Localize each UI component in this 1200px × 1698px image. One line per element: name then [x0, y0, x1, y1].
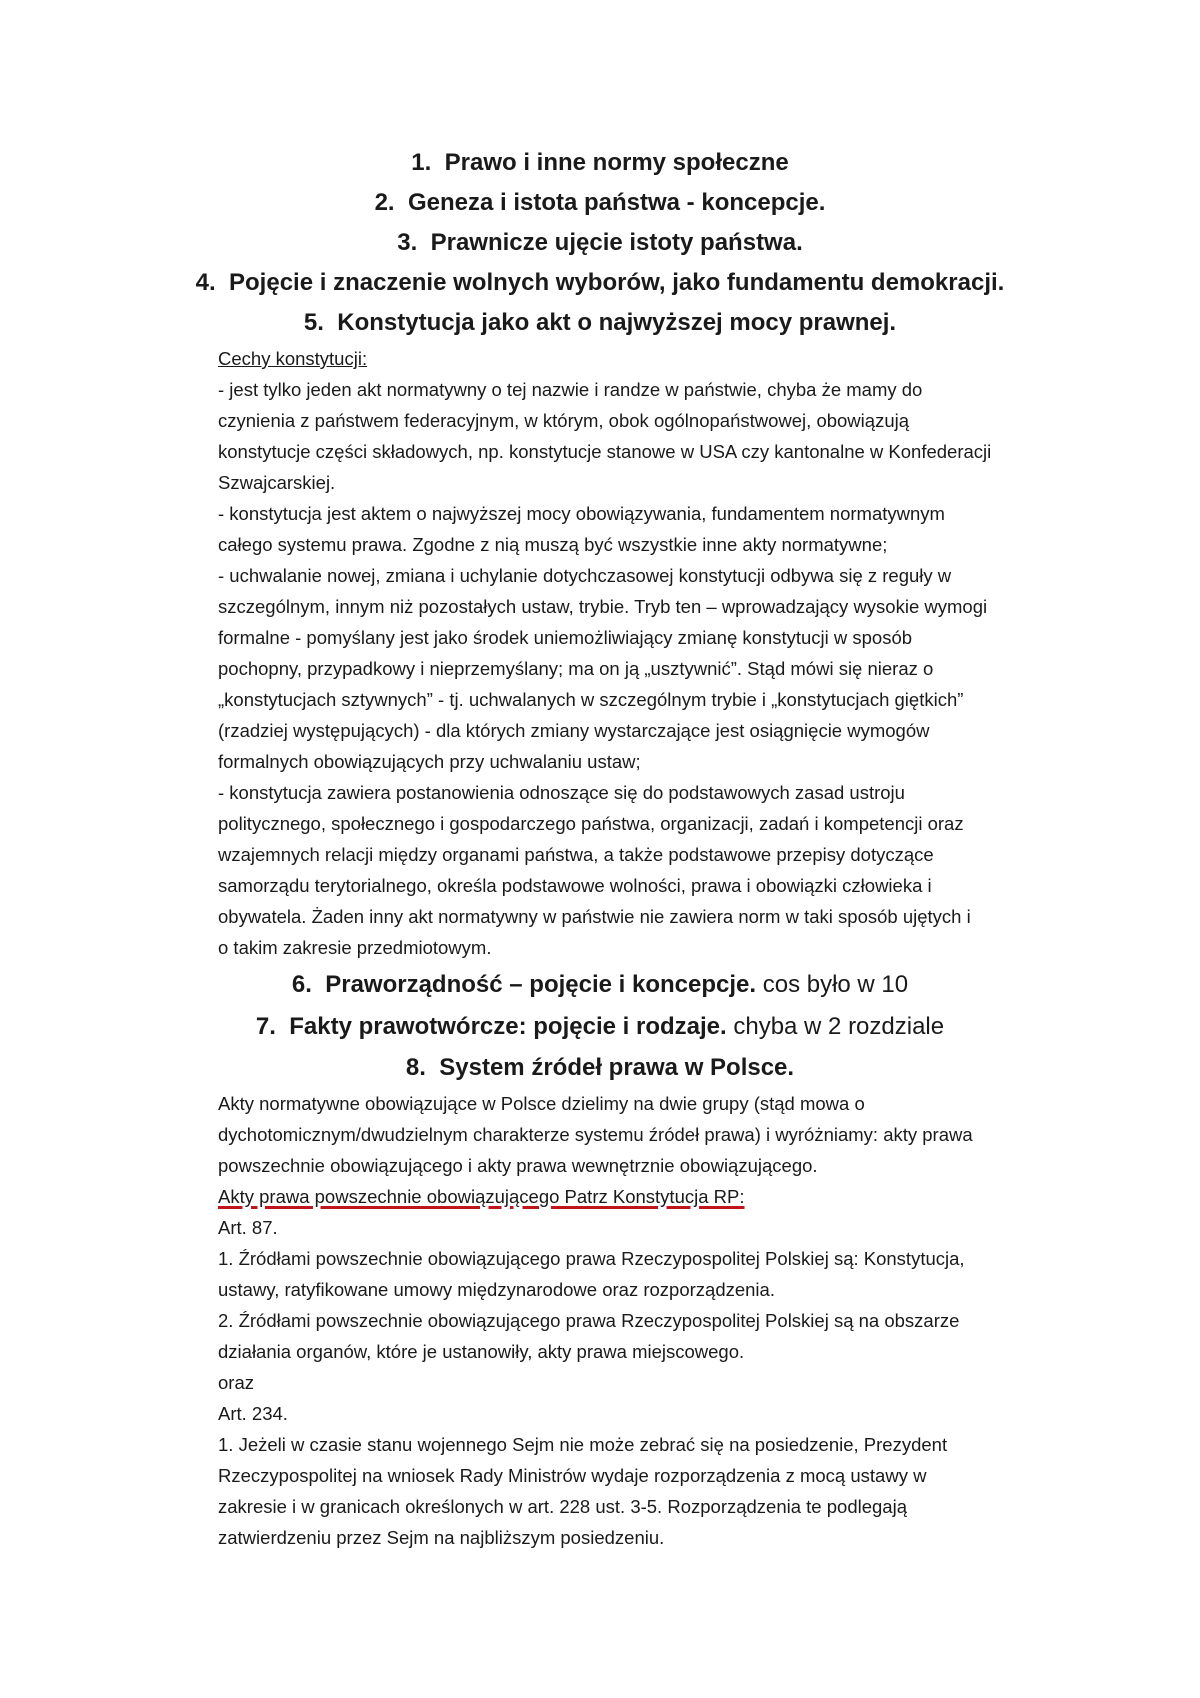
- heading-number: 7.: [255, 1013, 276, 1040]
- heading-text: Konstytucja jako akt o najwyższej mocy prawnej.: [337, 309, 897, 336]
- heading-text: Pojęcie i znaczenie wolnych wyborów, jako fundamentu demokracji.: [229, 269, 1005, 296]
- paragraph-line: - konstytucja zawiera postanowienia odnoszące się do podstawowych zasad ustroju: [218, 782, 905, 803]
- paragraph-line: 2. Źródłami powszechnie obowiązującego prawa Rzeczypospolitej Polskiej są na obszarze: [218, 1310, 960, 1331]
- paragraph-line: zatwierdzeniu przez Sejm na najbliższym posiedzeniu.: [218, 1527, 665, 1548]
- heading-text: Geneza i istota państwa - koncepcje.: [407, 189, 826, 216]
- heading-number: 2.: [374, 189, 395, 216]
- section-5-body: [218, 343, 1098, 963]
- paragraph-line: oraz: [218, 1372, 254, 1393]
- heading-number: 6.: [291, 971, 312, 998]
- heading-1: [0, 148, 1200, 178]
- heading-text: Prawo i inne normy społeczne: [444, 149, 789, 176]
- heading-number: 5.: [303, 309, 324, 336]
- paragraph-line: szczególnym, innym niż pozostałych ustaw, trybie. Tryb ten – wprowadzający wysokie wymogi: [218, 596, 988, 617]
- paragraph-line: - jest tylko jeden akt normatywny o tej nazwie i randze w państwie, chyba że mamy do: [218, 379, 923, 400]
- paragraph-line: Art. 234.: [218, 1403, 288, 1424]
- heading-5: [0, 308, 1200, 338]
- paragraph-line: czynienia z państwem federacyjnym, w którym, obok ogólnopaństwowej, obowiązują: [218, 410, 910, 431]
- heading-3: [0, 228, 1200, 258]
- paragraph-line: „konstytucjach sztywnych” - tj. uchwalanych w szczególnym trybie i „konstytucjach giętkich”: [218, 689, 964, 710]
- paragraph-line: - konstytucja jest aktem o najwyższej mocy obowiązywania, fundamentem normatywnym: [218, 503, 945, 524]
- paragraph-line: ustawy, ratyfikowane umowy międzynarodowe oraz rozporządzenia.: [218, 1279, 775, 1300]
- paragraph-line: 1. Jeżeli w czasie stanu wojennego Sejm nie może zebrać się na posiedzenie, Prezydent: [218, 1434, 948, 1455]
- paragraph-line: Akty normatywne obowiązujące w Polsce dzielimy na dwie grupy (stąd mowa o: [218, 1093, 865, 1114]
- paragraph-line: formalnych obowiązujących przy uchwalaniu ustaw;: [218, 751, 641, 772]
- heading-number: 3.: [397, 229, 418, 256]
- paragraph-line: 1. Źródłami powszechnie obowiązującego prawa Rzeczypospolitej Polskiej są: Konstytucja,: [218, 1248, 965, 1269]
- paragraph-line: dychotomicznym/dwudzielnym charakterze systemu źródeł prawa) i wyróżniamy: akty prawa: [218, 1124, 973, 1145]
- paragraph-line: Szwajcarskiej.: [218, 472, 336, 493]
- paragraph-line: obywatela. Żaden inny akt normatywny w państwie nie zawiera norm w taki sposób ujętych i: [218, 906, 971, 927]
- paragraph-line: Art. 87.: [218, 1217, 278, 1238]
- heading-8: [0, 1053, 1200, 1083]
- heading-7: [0, 1012, 1200, 1042]
- paragraph-line: konstytucje części składowych, np. konstytucje stanowe w USA czy kantonalne w Konfederacji: [218, 441, 992, 462]
- heading-text: System źródeł prawa w Polsce.: [439, 1054, 795, 1081]
- paragraph-line: samorządu terytorialnego, określa podstawowe wolności, prawa i obowiązki człowieka i: [218, 875, 932, 896]
- heading-4: [0, 268, 1200, 298]
- heading-note: cos było w 10: [756, 971, 909, 998]
- heading-note: chyba w 2 rozdziale: [726, 1013, 945, 1040]
- paragraph-line: zakresie i w granicach określonych w art. 228 ust. 3-5. Rozporządzenia te podlegają: [218, 1496, 907, 1517]
- paragraph-line: o takim zakresie przedmiotowym.: [218, 937, 492, 958]
- paragraph-line: politycznego, społecznego i gospodarczego państwa, organizacji, zadań i kompetencji oraz: [218, 813, 964, 834]
- paragraph-line: całego systemu prawa. Zgodne z nią muszą być wszystkie inne akty normatywne;: [218, 534, 888, 555]
- paragraph-line: działania organów, które je ustanowiły, akty prawa miejscowego.: [218, 1341, 745, 1362]
- paragraph-line: - uchwalanie nowej, zmiana i uchylanie dotychczasowej konstytucji odbywa się z reguły w: [218, 565, 952, 586]
- heading-text: Fakty prawotwórcze: pojęcie i rodzaje.: [289, 1013, 727, 1040]
- paragraph-line: formalne - pomyślany jest jako środek uniemożliwiający zmianę konstytucji w sposób: [218, 627, 913, 648]
- paragraph-line: pochopny, przypadkowy i nieprzemyślany; ma on ją „usztywnić”. Stąd mówi się nieraz o: [218, 658, 934, 679]
- heading-2: [0, 188, 1200, 218]
- section-8-body: [218, 1088, 1098, 1553]
- underlined-heading-line: Akty prawa powszechnie obowiązującego Patrz Konstytucja RP:: [218, 1186, 745, 1207]
- paragraph-line: powszechnie obowiązującego i akty prawa wewnętrznie obowiązującego.: [218, 1155, 818, 1176]
- paragraph-line: wzajemnych relacji między organami państwa, a także podstawowe przepisy dotyczące: [218, 844, 934, 865]
- heading-number: 8.: [405, 1054, 426, 1081]
- heading-6: [0, 970, 1200, 1000]
- heading-number: 1.: [411, 149, 432, 176]
- heading-text: Prawnicze ujęcie istoty państwa.: [430, 229, 803, 256]
- section-subtitle: Cechy konstytucji:: [218, 348, 368, 369]
- heading-number: 4.: [195, 269, 216, 296]
- heading-text: Praworządność – pojęcie i koncepcje.: [325, 971, 757, 998]
- paragraph-line: Rzeczypospolitej na wniosek Rady Ministrów wydaje rozporządzenia z mocą ustawy w: [218, 1465, 927, 1486]
- paragraph-line: (rzadziej występujących) - dla których zmiany wystarczające jest osiągnięcie wymogów: [218, 720, 930, 741]
